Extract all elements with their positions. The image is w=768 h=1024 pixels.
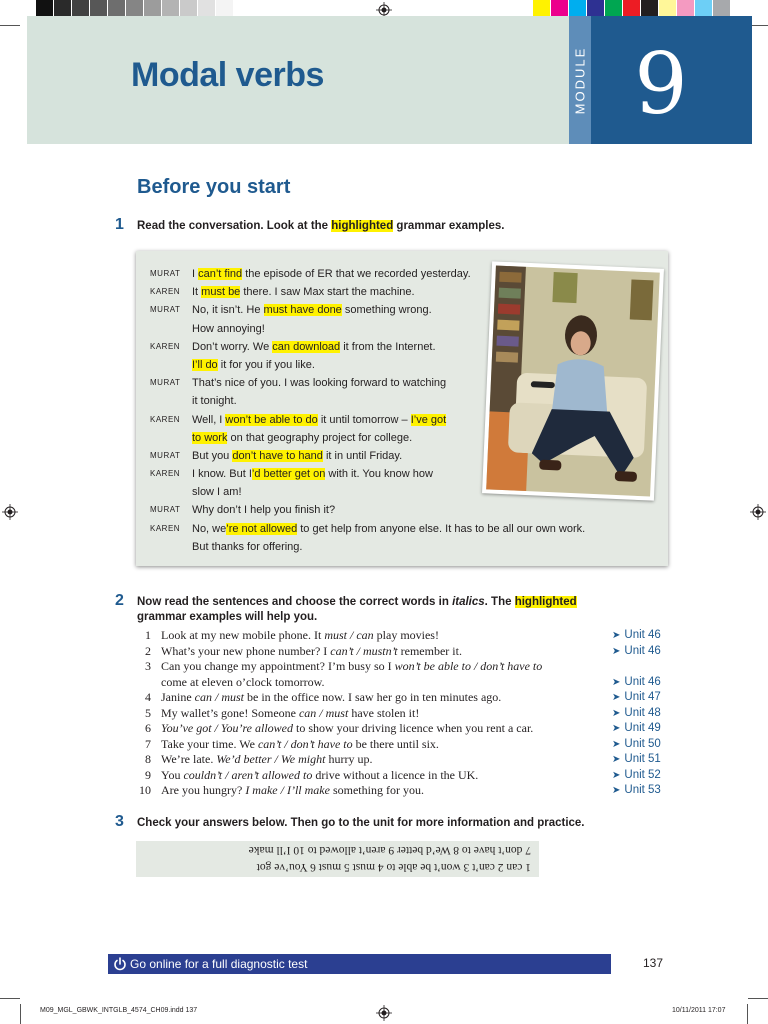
exercise-item — [137, 706, 667, 722]
dialogue-fragment: the episode of ER that we recorded yesterday. — [242, 268, 471, 280]
instruction-italics: italics — [452, 596, 485, 608]
choice-options: can / must — [298, 705, 349, 720]
unit-link[interactable] — [612, 752, 661, 767]
module-label-strip — [569, 16, 591, 144]
exercise-item — [137, 690, 667, 706]
dialogue-fragment: But thanks for offering. — [192, 540, 303, 553]
sentence-fragment: be there until six. — [352, 736, 439, 751]
dialogue-text — [192, 320, 265, 338]
arrow-right-icon: ➤ — [612, 707, 621, 719]
sentence-fragment: Look at my new mobile phone. It — [161, 628, 325, 642]
exercise-item — [137, 721, 667, 737]
arrow-right-icon: ➤ — [612, 738, 621, 750]
dialogue-fragment: I know. But I — [192, 468, 252, 481]
instruction-text: Read the conversation. Look at the — [137, 220, 332, 232]
unit-link[interactable] — [612, 737, 661, 752]
unit-link[interactable] — [612, 675, 661, 690]
choice-options: can’t / mustn’t — [330, 643, 398, 658]
arrow-right-icon: ➤ — [612, 754, 621, 765]
sentence-fragment: What’s your new phone number? I — [161, 643, 331, 658]
choice-options: can’t / don’t have to — [257, 736, 353, 751]
item-number: 4 — [145, 690, 151, 704]
unit-link[interactable] — [612, 690, 661, 705]
sentence-fragment: Take your time. We — [161, 736, 258, 751]
item-number: 2 — [145, 643, 151, 658]
module-label: MODULE — [572, 46, 588, 114]
dialogue-text — [192, 301, 432, 319]
dialogue-fragment: to get help from anyone else. It has to be all our own work. — [297, 522, 586, 535]
item-sentence — [161, 783, 424, 798]
trim-mark — [0, 25, 20, 26]
exercise-3-number: 3 — [115, 813, 124, 830]
dialogue-text — [192, 338, 436, 356]
highlighted-grammar: won’t be able to do — [225, 413, 318, 426]
highlighted-grammar: must be — [201, 286, 241, 299]
page-number: 137 — [643, 956, 664, 970]
item-number: 6 — [145, 721, 151, 735]
speaker-name: MURAT — [150, 450, 181, 460]
choice-options: I make / I’ll make — [245, 783, 330, 797]
highlighted-grammar: ’re not allowed — [226, 522, 298, 535]
sentence-fragment: drive without a licence in the UK. — [312, 767, 479, 782]
section-title: Before you start — [137, 176, 291, 198]
highlighted-grammar: can download — [272, 340, 341, 353]
item-sentence — [161, 659, 542, 674]
instruction-text: . The — [484, 596, 515, 608]
highlighted-grammar: I’ve got — [410, 413, 447, 426]
exercise-item — [137, 783, 667, 799]
sentence-fragment: Are you hungry? — [161, 783, 246, 797]
sentence-fragment: play movies! — [373, 628, 439, 642]
item-number: 1 — [145, 628, 151, 642]
unit-label: Unit 49 — [624, 722, 661, 734]
item-number: 5 — [145, 705, 151, 720]
unit-link[interactable] — [612, 628, 661, 643]
exercise-item — [137, 644, 667, 660]
exercise-2-number: 2 — [115, 592, 124, 609]
sentence-fragment: have stolen it! — [348, 705, 420, 720]
online-diagnostic-link[interactable] — [108, 954, 611, 974]
sentence-fragment: My wallet’s gone! Someone — [161, 705, 299, 720]
answer-key-box — [136, 841, 539, 877]
conversation-line — [150, 501, 495, 519]
trim-mark — [748, 998, 768, 999]
instruction-text: grammar examples will help you. — [137, 611, 318, 623]
chapter-header — [27, 16, 569, 144]
unit-label: Unit 51 — [624, 753, 661, 765]
unit-label: Unit 52 — [624, 768, 661, 781]
highlighted-grammar: must have done — [263, 304, 342, 317]
exercise-item — [137, 768, 667, 784]
arrow-right-icon: ➤ — [612, 785, 621, 796]
conversation-lines — [150, 265, 586, 556]
dialogue-text — [192, 520, 585, 538]
conversation-line — [150, 283, 495, 301]
dialogue-fragment: it from the Internet. — [340, 340, 436, 353]
exercise-2-instruction — [137, 595, 617, 625]
highlighted-grammar: I’ll do — [192, 358, 218, 371]
item-sentence — [161, 675, 325, 690]
speaker-name: MURAT — [150, 505, 181, 515]
dialogue-text — [192, 465, 433, 483]
choice-options: couldn’t / aren’t allowed to — [183, 767, 313, 782]
unit-label: Unit 46 — [624, 644, 661, 657]
speaker-name: MURAT — [150, 305, 181, 315]
registration-mark-icon — [2, 504, 18, 520]
unit-link[interactable] — [612, 783, 661, 798]
item-sentence — [161, 721, 533, 736]
unit-label: Unit 47 — [624, 691, 661, 703]
item-number: 8 — [145, 752, 151, 766]
highlighted-word: highlighted — [331, 220, 394, 232]
unit-label: Unit 46 — [624, 675, 661, 688]
module-number-box — [591, 16, 752, 144]
arrow-right-icon: ➤ — [612, 692, 621, 703]
speaker-name: KAREN — [150, 523, 181, 533]
conversation-line — [150, 447, 495, 465]
conversation-line — [150, 320, 495, 338]
dialogue-fragment: with it. You know how — [325, 468, 433, 481]
item-number: 3 — [145, 659, 151, 673]
dialogue-fragment: it tonight. — [192, 395, 237, 408]
speaker-name: MURAT — [150, 269, 181, 278]
dialogue-text — [192, 265, 471, 283]
exercise-1-number: 1 — [115, 216, 124, 233]
unit-label: Unit 48 — [624, 706, 661, 719]
conversation-line — [150, 538, 495, 556]
speaker-name: MURAT — [150, 378, 181, 388]
conversation-line — [150, 265, 495, 283]
dialogue-fragment: on that geography project for college. — [227, 431, 413, 444]
item-sentence — [161, 644, 462, 659]
dialogue-fragment: I — [192, 268, 199, 280]
sentence-fragment: You — [161, 767, 184, 782]
unit-label: Unit 50 — [624, 737, 661, 750]
dialogue-fragment: No, it isn’t. He — [192, 304, 264, 317]
highlighted-grammar: ’d better get on — [251, 468, 326, 481]
dialogue-text — [192, 538, 302, 556]
trim-mark — [0, 998, 20, 999]
unit-link[interactable] — [612, 768, 661, 783]
conversation-line — [150, 338, 495, 356]
unit-link[interactable] — [612, 644, 661, 659]
item-sentence — [161, 768, 478, 783]
exercise-item — [137, 628, 667, 644]
highlighted-grammar: don’t have to hand — [232, 449, 323, 462]
sentence-fragment: be in the office now. I saw her go in ten minutes ago. — [244, 690, 502, 704]
speaker-name: KAREN — [150, 341, 181, 351]
item-number: 9 — [145, 767, 151, 782]
conversation-line — [150, 465, 495, 483]
exercise-2-list — [137, 628, 667, 799]
exercise-item — [137, 659, 667, 675]
sentence-fragment: Can you change my appointment? I’m busy so I — [161, 659, 395, 673]
exercise-item — [137, 675, 667, 691]
item-number: 10 — [139, 783, 151, 797]
item-sentence — [161, 752, 372, 767]
dialogue-text — [192, 411, 446, 429]
exercise-item — [137, 737, 667, 753]
item-sentence — [161, 706, 419, 721]
speaker-name: KAREN — [150, 414, 181, 424]
dialogue-text — [192, 392, 237, 410]
arrow-right-icon: ➤ — [612, 769, 621, 781]
conversation-line — [150, 301, 495, 319]
sentence-fragment: to show your driving licence when you rent a car. — [293, 721, 534, 735]
trim-mark — [20, 1004, 21, 1024]
choice-options: can / must — [194, 690, 244, 704]
dialogue-fragment: it for you if you like. — [217, 358, 315, 371]
arrow-right-icon: ➤ — [612, 676, 621, 688]
dialogue-fragment: No, we — [192, 522, 227, 535]
unit-link[interactable] — [612, 721, 661, 736]
print-timestamp: 10/11/2011 17:07 — [672, 1007, 726, 1014]
choice-options: won’t be able to / don’t have to — [394, 659, 543, 673]
speaker-name: KAREN — [150, 287, 181, 297]
dialogue-fragment: How annoying! — [192, 322, 265, 335]
dialogue-text — [192, 447, 402, 465]
file-slug: M09_MGL_GBWK_INTGLB_4574_CH09.indd 137 — [40, 1007, 198, 1014]
dialogue-fragment: It — [192, 286, 202, 299]
unit-label: Unit 46 — [624, 629, 661, 641]
dialogue-fragment: Why don’t I help you finish it? — [192, 504, 336, 517]
sentence-fragment: remember it. — [397, 643, 462, 658]
dialogue-fragment: it until tomorrow – — [317, 413, 411, 426]
item-sentence — [161, 628, 439, 643]
exercise-1-instruction — [137, 219, 504, 234]
highlighted-grammar: to work — [192, 431, 228, 444]
answer-key-upside-down — [136, 841, 539, 877]
sentence-fragment: Janine — [161, 690, 195, 704]
dialogue-text — [192, 501, 335, 519]
dialogue-fragment: slow I am! — [192, 486, 242, 499]
chapter-title: Modal verbs — [131, 56, 324, 94]
exercise-item — [137, 752, 667, 768]
exercise-3-instruction: Check your answers below. Then go to the unit for more information and practice. — [137, 817, 585, 829]
sentence-fragment: We’re late. — [161, 752, 217, 766]
instruction-text: Now read the sentences and choose the correct words in — [137, 596, 453, 608]
arrow-right-icon: ➤ — [612, 630, 621, 641]
highlighted-grammar: can’t find — [198, 268, 243, 280]
unit-link[interactable] — [612, 706, 661, 721]
dialogue-text — [192, 483, 242, 501]
conversation-line — [150, 356, 495, 374]
dialogue-text — [192, 374, 446, 392]
sentence-fragment: come at eleven o’clock tomorrow. — [161, 674, 325, 689]
dialogue-text — [192, 356, 315, 374]
dialogue-fragment: That’s nice of you. I was looking forward to watching — [192, 377, 447, 390]
dialogue-text — [192, 429, 412, 447]
dialogue-fragment: Well, I — [192, 413, 226, 426]
man-on-sofa-photo — [482, 261, 664, 500]
choice-options: We’d better / We might — [216, 752, 326, 766]
item-number: 7 — [145, 736, 151, 751]
sentence-fragment: something for you. — [329, 783, 424, 797]
conversation-line — [150, 429, 495, 447]
dialogue-fragment: But you — [192, 449, 233, 462]
item-sentence — [161, 737, 439, 752]
dialogue-fragment: something wrong. — [341, 304, 432, 317]
arrow-right-icon: ➤ — [612, 723, 621, 734]
dialogue-fragment: there. I saw Max start the machine. — [240, 286, 415, 299]
instruction-text: grammar examples. — [393, 220, 505, 232]
choice-options: must / can — [324, 628, 374, 642]
conversation-line — [150, 411, 495, 429]
unit-label: Unit 53 — [624, 784, 661, 796]
registration-mark-icon — [750, 504, 766, 520]
highlighted-word: highlighted — [514, 596, 577, 608]
power-icon — [113, 957, 127, 971]
online-link-text: Go online for a full diagnostic test — [130, 957, 308, 971]
module-number: 9 — [634, 35, 688, 133]
answer-key-line-2: 7 don’t have to 8 We’d better 9 aren’t allowed to 10 I’ll make — [248, 844, 531, 856]
conversation-line — [150, 520, 586, 538]
speaker-name: KAREN — [150, 469, 181, 479]
registration-mark-icon — [376, 1005, 392, 1021]
dialogue-fragment: it in until Friday. — [322, 449, 403, 462]
dialogue-text — [192, 283, 415, 301]
trim-mark — [747, 1004, 748, 1024]
item-sentence — [161, 690, 501, 705]
sentence-fragment: hurry up. — [325, 752, 373, 766]
arrow-right-icon: ➤ — [612, 645, 621, 657]
answer-key-line-1: 1 can 2 can’t 3 won’t be able to 4 must 5 must 6 You’ve got — [256, 861, 531, 873]
conversation-line — [150, 483, 495, 501]
conversation-line — [150, 392, 495, 410]
conversation-line — [150, 374, 495, 392]
dialogue-fragment: Don’t worry. We — [192, 340, 273, 353]
choice-options: You’ve got / You’re allowed — [161, 721, 294, 735]
